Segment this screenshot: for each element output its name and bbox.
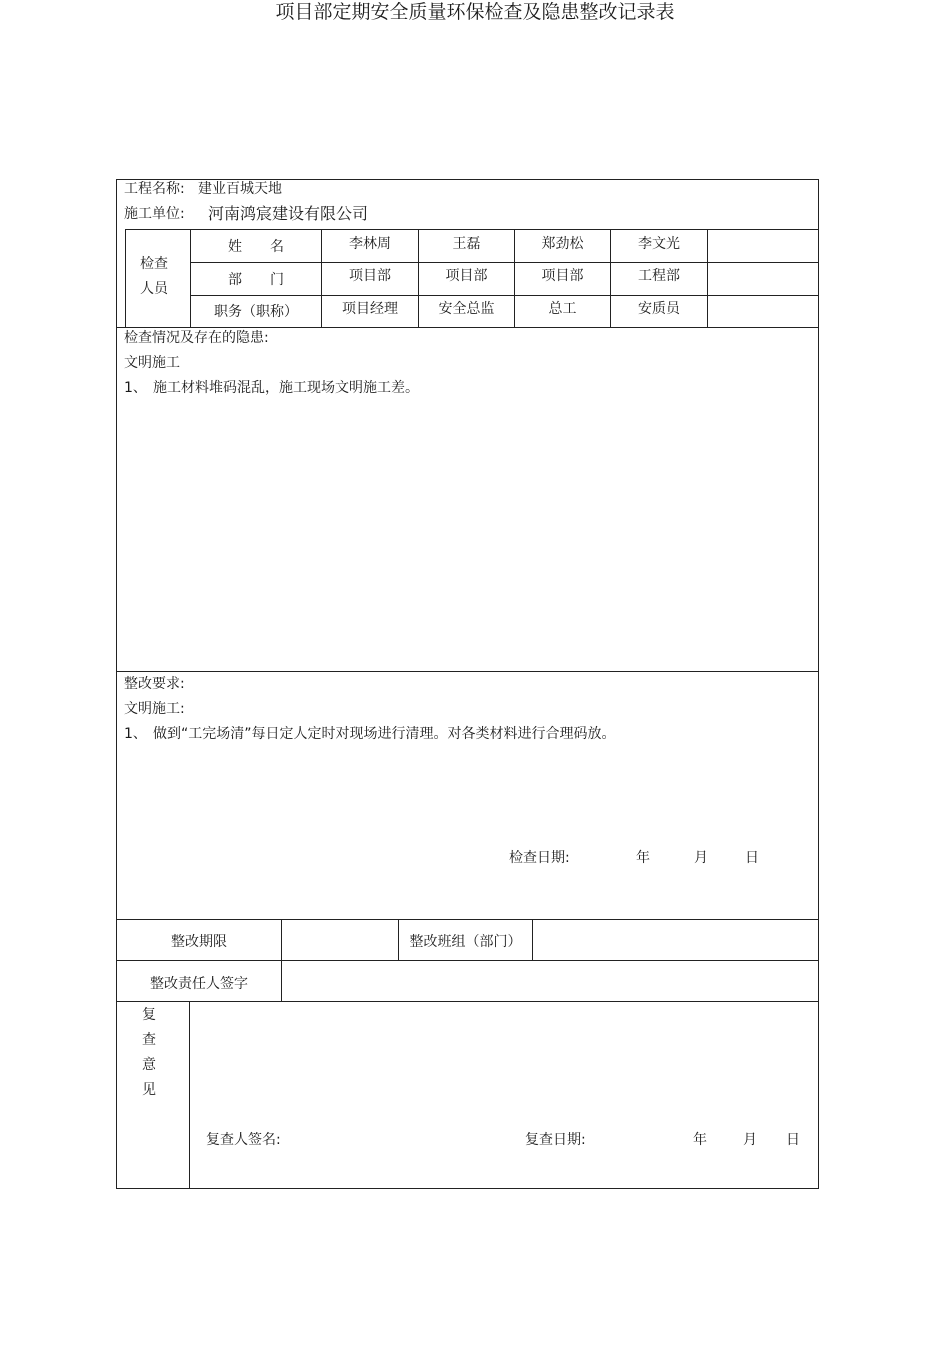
review-date-year: 年 [693,1132,707,1148]
inspector-group-label: 检查 [140,256,168,272]
contractor-label: 施工单位: [124,206,185,222]
section-divider [116,1001,819,1002]
inspection-date-label: 检查日期: [509,850,570,866]
hazards-heading: 检查情况及存在的隐患: [124,330,269,346]
inspector-position: 项目经理 [342,301,398,317]
inspector-row-divider-2 [190,295,819,296]
inspector-dept: 项目部 [445,268,488,284]
review-label-char: 查 [142,1032,156,1048]
inspector-position: 总工 [548,301,577,317]
team-value-cell[interactable] [533,920,818,960]
project-name-value: 建业百城天地 [198,181,282,197]
inspector-row-divider-1 [190,262,819,263]
row-label-name: 姓 名 [228,239,284,255]
responsible-label: 整改责任人签字 [150,976,248,992]
hazards-item-number: 1、 [124,380,147,396]
row-label-dept: 部 门 [228,272,284,288]
rectification-heading: 整改要求: [124,676,185,692]
table-bottom-border [116,1188,819,1189]
section-divider [116,671,819,672]
inspector-name: 郑劲松 [541,236,584,252]
review-col-divider [189,1001,190,1189]
inspector-name: 李文光 [638,236,680,252]
project-name-label: 工程名称: [124,181,185,197]
contractor-value: 河南鸿宸建设有限公司 [208,204,369,223]
inspection-date-day: 日 [745,850,759,866]
hazards-item-text: 施工材料堆码混乱，施工现场文明施工差。 [153,380,419,396]
deadline-value-cell[interactable] [282,920,398,960]
inspection-date-year: 年 [636,850,650,866]
inspector-group-label: 人员 [140,281,168,297]
inspector-position: 安质员 [638,301,680,317]
row-label-position: 职务（职称） [214,304,298,320]
responsible-signature-cell[interactable] [282,961,818,1001]
inspector-position: 安全总监 [438,301,495,317]
rectification-item-number: 1、 [124,726,147,742]
table-left-border [116,179,117,1189]
inspector-dept: 项目部 [349,268,391,284]
inspector-dept: 项目部 [541,268,584,284]
review-date-label: 复查日期: [525,1132,586,1148]
deadline-label: 整改期限 [171,934,227,950]
review-label-char: 复 [142,1007,156,1023]
inspection-date-month: 月 [694,850,708,866]
inspector-name: 李林周 [349,236,391,252]
rectification-item-text: 做到“工完场清”每日定人定时对现场进行清理。对各类材料进行合理码放。 [153,726,616,742]
page-title: 项目部定期安全质量环保检查及隐患整改记录表 [275,1,675,23]
inspector-table-top [125,229,819,230]
inspector-table-left [125,229,126,328]
inspector-table-bottom [116,327,819,328]
hazards-category: 文明施工 [124,355,180,371]
review-label-char: 意 [142,1057,156,1073]
reviewer-signature-label: 复查人签名: [206,1132,281,1148]
review-date-month: 月 [743,1132,757,1148]
inspector-name: 王磊 [452,236,481,252]
inspector-col-divider [707,229,708,328]
rectification-category: 文明施工: [124,701,185,717]
team-label: 整改班组（部门） [409,934,522,950]
review-date-day: 日 [786,1132,800,1148]
review-label-char: 见 [142,1082,156,1098]
table-right-border [818,179,819,1189]
table-top-border [116,179,819,180]
inspector-dept: 工程部 [638,268,680,284]
